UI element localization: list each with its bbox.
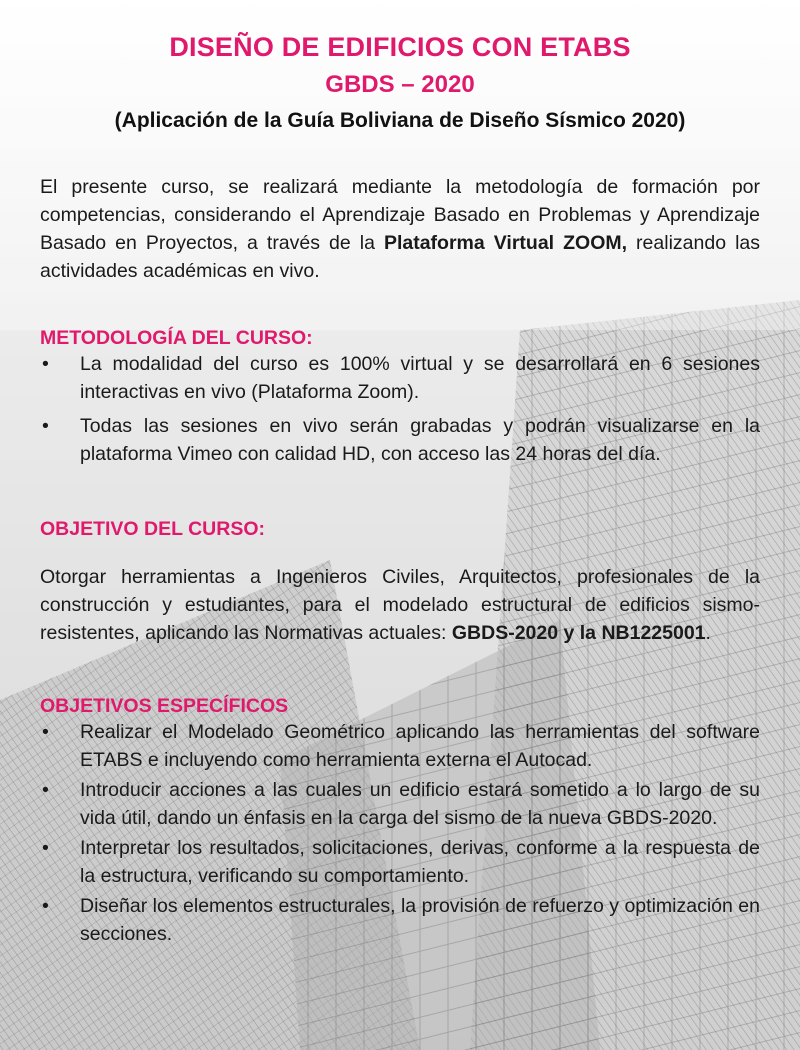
intro-bold-platform: Plataforma Virtual ZOOM, bbox=[383, 232, 628, 254]
course-parenthetical: (Aplicación de la Guía Boliviana de Diseño Sísmico 2020) bbox=[114, 109, 686, 132]
methodology-list bbox=[40, 350, 760, 468]
specific-objectives-list bbox=[40, 718, 760, 948]
intro-paragraph bbox=[40, 173, 760, 285]
bullet-icon: • bbox=[42, 415, 49, 437]
list-item bbox=[40, 350, 760, 406]
list-item bbox=[40, 412, 760, 468]
methodology-heading: METODOLOGÍA DEL CURSO: bbox=[40, 327, 313, 349]
list-item-text: Todas las sesiones en vivo serán grabadas y podrán visualizarse en la plataforma Vimeo con calidad HD, con acceso las 24 horas del día. bbox=[80, 415, 760, 465]
bullet-icon: • bbox=[42, 721, 49, 743]
objective-heading: OBJETIVO DEL CURSO: bbox=[40, 518, 266, 540]
list-item-text: Interpretar los resultados, solicitaciones, derivas, conforme a la respuesta de la estructura, verificando su comportamiento. bbox=[80, 837, 760, 887]
course-subtitle: GBDS – 2020 bbox=[325, 71, 475, 98]
objective-paragraph bbox=[40, 563, 760, 647]
list-item bbox=[40, 776, 760, 832]
list-item bbox=[40, 718, 760, 774]
list-item-text: Diseñar los elementos estructurales, la provisión de refuerzo y optimización en secciones. bbox=[80, 895, 760, 945]
objective-text-after: . bbox=[705, 622, 711, 644]
intro-text-after: realizando las actividades académicas en vivo. bbox=[40, 232, 760, 282]
list-item-text: Realizar el Modelado Geométrico aplicando las herramientas del software ETABS e incluyendo como herramienta externa el Autocad. bbox=[80, 721, 760, 771]
list-item bbox=[40, 892, 760, 948]
list-item-text: La modalidad del curso es 100% virtual y se desarrollará en 6 sesiones interactivas en vivo (Plataforma Zoom). bbox=[80, 353, 760, 403]
bullet-icon: • bbox=[42, 353, 49, 375]
specific-objectives-heading: OBJETIVOS ESPECÍFICOS bbox=[40, 695, 289, 717]
bullet-icon: • bbox=[42, 837, 49, 859]
intro-text-before: El presente curso, se realizará mediante la metodología de formación por competencias, considerando el Aprendizaje Basado en Problemas y Aprendizaje Basado en Proyectos, a través de la bbox=[40, 176, 760, 254]
objective-text-before: Otorgar herramientas a Ingenieros Civiles, Arquitectos, profesionales de la construcción y estudiantes, para el modelado estructural de edificios sismo-resistentes, aplicando las Normativas actuales: bbox=[40, 566, 760, 644]
objective-bold-norms: GBDS-2020 y la NB1225001 bbox=[451, 622, 706, 644]
bullet-icon: • bbox=[42, 779, 49, 801]
list-item-text: Introducir acciones a las cuales un edificio estará sometido a lo largo de su vida útil, dando un énfasis en la carga del sismo de la nueva GBDS-2020. bbox=[80, 779, 760, 829]
course-title: DISEÑO DE EDIFICIOS CON ETABS bbox=[169, 32, 631, 62]
list-item bbox=[40, 834, 760, 890]
bullet-icon: • bbox=[42, 895, 49, 917]
